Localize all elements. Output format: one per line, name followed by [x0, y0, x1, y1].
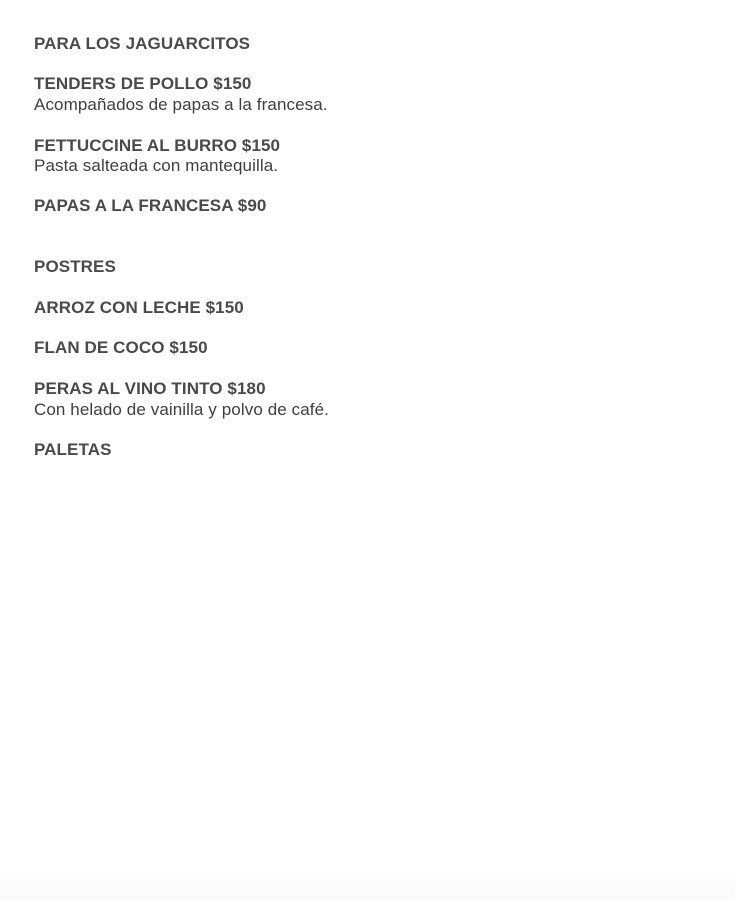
- section-heading-kids: PARA LOS JAGUARCITOS: [34, 34, 251, 53]
- page-footer-band: [0, 870, 735, 900]
- menu-item-name: PAPAS A LA FRANCESA $90: [34, 196, 267, 215]
- menu-item-description: Acompañados de papas a la francesa.: [34, 95, 328, 114]
- menu-item-name: PALETAS: [34, 440, 112, 459]
- menu-item-name: FETTUCCINE AL BURRO $150: [34, 136, 281, 155]
- menu-item-name: TENDERS DE POLLO $150: [34, 74, 252, 93]
- menu-item-name: ARROZ CON LECHE $150: [34, 298, 244, 317]
- menu-item-description: Con helado de vainilla y polvo de café.: [34, 400, 329, 419]
- menu-item-name: FLAN DE COCO $150: [34, 338, 208, 357]
- menu-item-name: PERAS AL VINO TINTO $180: [34, 379, 266, 398]
- menu-item-description: Pasta salteada con mantequilla.: [34, 156, 279, 175]
- section-heading-desserts: POSTRES: [34, 257, 116, 276]
